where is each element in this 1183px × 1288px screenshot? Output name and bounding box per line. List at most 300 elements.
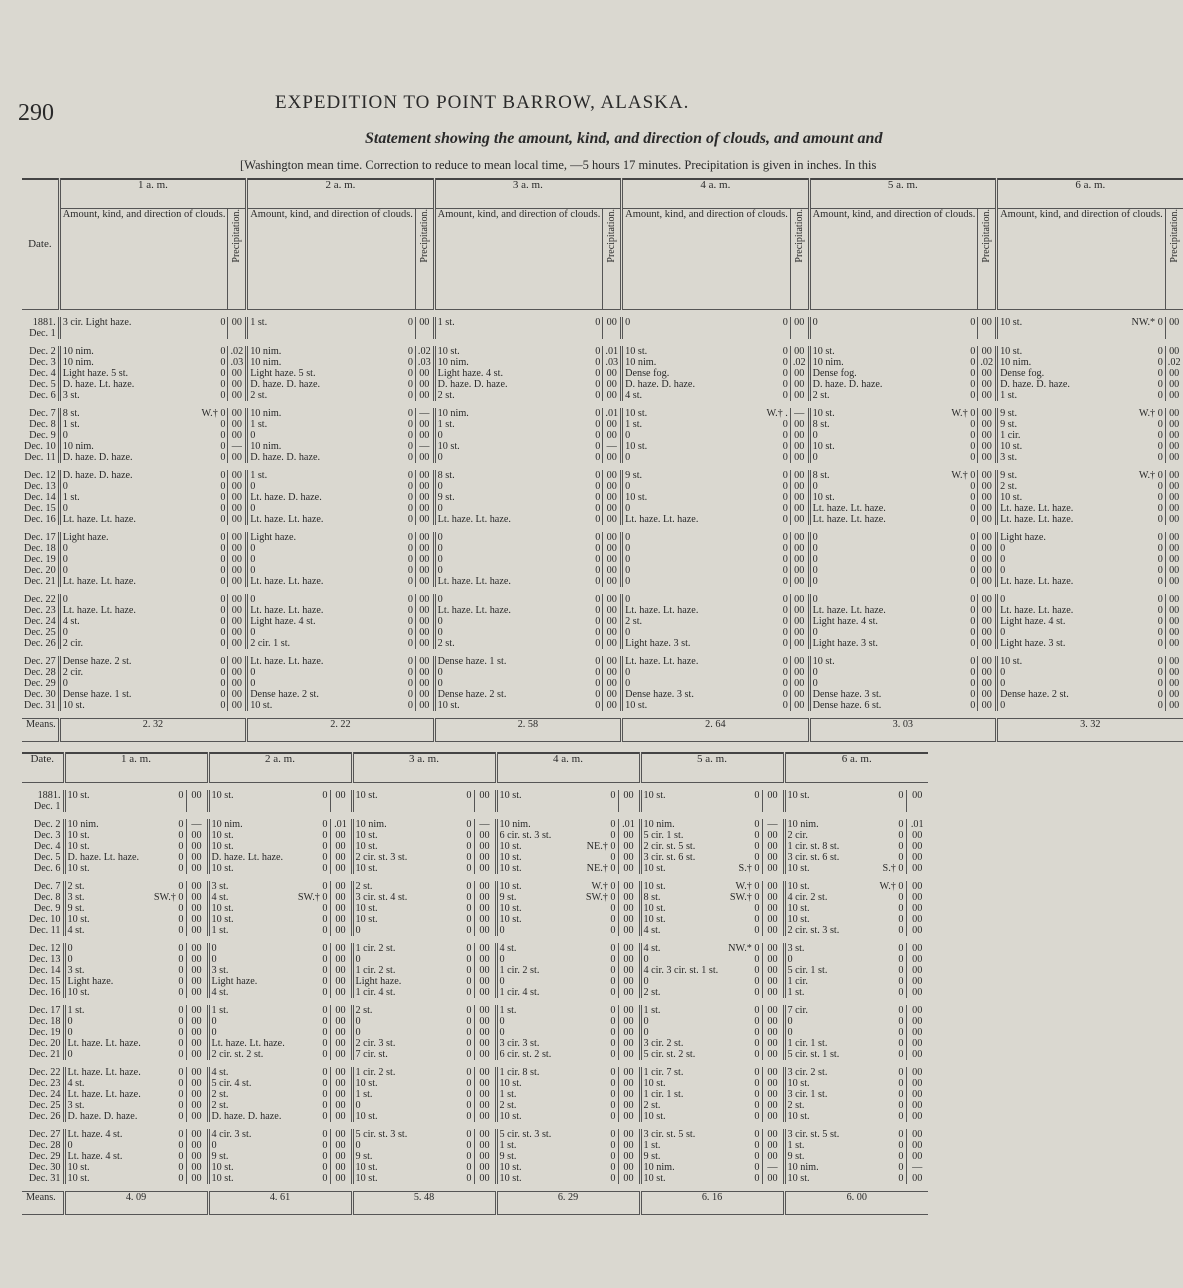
cloud-entry [438, 346, 601, 357]
cloud-amount: 0 [220, 430, 226, 441]
cloud-amount: 0 [1157, 605, 1163, 616]
cloud-text: 5 cir. st. 3 st. [499, 1129, 552, 1140]
cloud-text: 0 [787, 954, 793, 965]
cloud-cell [784, 925, 906, 936]
date-cell [22, 368, 59, 379]
precipitation-cell: 00 [906, 1067, 928, 1078]
cloud-text: 8 st. [812, 419, 830, 430]
cloud-amount: 0 [322, 790, 328, 801]
cloud-text: Lt. haze. Lt. haze. [250, 656, 324, 667]
precipitation-cell: 00 [415, 452, 434, 463]
cloud-amount: 0 [782, 452, 788, 463]
cloud-amount: 0 [407, 470, 413, 481]
cloud-entry [644, 914, 760, 925]
cloud-cell [247, 543, 416, 554]
precipitation-cell: 00 [603, 616, 622, 627]
cloud-amount: SW.† 0 [153, 892, 184, 903]
cloud-entry [438, 452, 601, 463]
cloud-text: 9 st. [437, 492, 455, 503]
cloud-entry [500, 830, 616, 841]
cloud-entry [356, 841, 472, 852]
cloud-amount: 0 [782, 390, 788, 401]
cloud-text: 0 [250, 430, 256, 441]
cloud-cell [434, 419, 603, 430]
date-cell [22, 1173, 64, 1184]
cloud-entry [68, 925, 184, 936]
precipitation-cell: 00 [415, 317, 434, 339]
precipitation-cell: 00 [415, 430, 434, 441]
precipitation-cell: 00 [790, 368, 809, 379]
table-row [22, 1049, 928, 1060]
cloud-amount: 0 [1157, 627, 1163, 638]
precipitation-cell: 00 [762, 903, 784, 914]
cloud-amount: 0 [178, 976, 184, 987]
table-row [22, 532, 1183, 543]
cloud-cell [640, 1151, 762, 1162]
cloud-entry [438, 532, 601, 543]
cloud-text: 3 cir. st. 5 st. [643, 1129, 696, 1140]
table-row [22, 987, 928, 998]
precipitation-cell: 00 [618, 1049, 640, 1060]
cloud-cell [59, 441, 228, 452]
cloud-cell [496, 914, 618, 925]
cloud-text: Lt. haze. D. haze. [250, 492, 322, 503]
cloud-entry [438, 656, 601, 667]
precipitation-cell: 00 [603, 656, 622, 667]
cloud-entry [356, 1078, 472, 1089]
cloud-amount: 0 [407, 605, 413, 616]
cloud-cell [809, 565, 978, 576]
precipitation-cell: 00 [762, 925, 784, 936]
cloud-cell [809, 408, 978, 419]
cloud-cell [622, 379, 791, 390]
table-row [22, 481, 1183, 492]
cloud-entry [644, 1016, 760, 1027]
cloud-cell [997, 503, 1166, 514]
cloud-entry [63, 689, 226, 700]
cloud-amount: 0 [595, 689, 601, 700]
table-row [22, 892, 928, 903]
hour-header: 1 a. m. [64, 753, 208, 783]
cloud-cell [809, 594, 978, 605]
precipitation-cell: 00 [415, 667, 434, 678]
cloud-text: D. haze. D. haze. [1000, 379, 1070, 390]
precipitation-cell: 00 [762, 965, 784, 976]
table-row [22, 689, 1183, 700]
precipitation-cell: 00 [186, 987, 208, 998]
precipitation-cell: 00 [603, 368, 622, 379]
cloud-amount: 0 [322, 830, 328, 841]
cloud-text: 10 nim. [211, 819, 243, 830]
cloud-amount: 0 [898, 976, 904, 987]
cloud-entry [644, 1089, 760, 1100]
table-row [22, 667, 1183, 678]
cloud-cell [496, 943, 618, 954]
cloud-amount: 0 [220, 627, 226, 638]
table-row [22, 1089, 928, 1100]
cloud-amount: 0 [407, 346, 413, 357]
cloud-text: 1 cir. 4 st. [499, 987, 540, 998]
cloud-cell [622, 419, 791, 430]
precipitation-cell: 00 [330, 976, 352, 987]
cloud-text: Lt. haze. Lt. haze. [1000, 605, 1074, 616]
cloud-text: 0 [250, 565, 256, 576]
precipitation-cell: 00 [762, 1078, 784, 1089]
precipitation-cell: 00 [978, 390, 997, 401]
precipitation-cell: 00 [618, 852, 640, 863]
cloud-text: 2 st. [812, 390, 830, 401]
precipitation-cell: 00 [474, 1173, 496, 1184]
cloud-amount: 0 [610, 830, 616, 841]
cloud-entry [63, 346, 226, 357]
date-cell [22, 1100, 64, 1111]
cloud-text: 10 nim. [643, 1162, 675, 1173]
cloud-text: 4 st. [67, 1078, 85, 1089]
cloud-entry [438, 441, 601, 452]
cloud-amount: 0 [782, 543, 788, 554]
cloud-text: Dense haze. 2 st. [250, 689, 319, 700]
cloud-cell [208, 914, 330, 925]
cloud-amount: 0 [595, 667, 601, 678]
cloud-cell [59, 514, 228, 525]
table-row [22, 470, 1183, 481]
cloud-amount: 0 [898, 892, 904, 903]
cloud-entry [68, 1111, 184, 1122]
cloud-text: 0 [437, 543, 443, 554]
cloud-text: 4 st. [625, 390, 643, 401]
cloud-text: 10 st. [812, 656, 835, 667]
table-row [22, 863, 928, 874]
cloud-entry [212, 1100, 328, 1111]
cloud-text: 0 [211, 954, 217, 965]
precipitation-column-header [978, 209, 997, 310]
cloud-entry [212, 841, 328, 852]
cloud-entry [788, 903, 904, 914]
cloud-amount: 0 [466, 892, 472, 903]
cloud-amount: 0 [220, 357, 226, 368]
cloud-cell [208, 852, 330, 863]
cloud-text: 9 st. [355, 1151, 373, 1162]
cloud-entry [356, 1173, 472, 1184]
cloud-entry [500, 852, 616, 863]
cloud-amount: 0 [1157, 576, 1163, 587]
cloud-cell [640, 914, 762, 925]
date-line: Dec. 8 [29, 419, 56, 430]
precipitation-cell: 00 [618, 976, 640, 987]
cloud-cell [622, 638, 791, 649]
precipitation-cell: 00 [474, 1067, 496, 1078]
cloud-cell [208, 1100, 330, 1111]
precipitation-cell: 00 [1165, 441, 1182, 452]
cloud-amount: W.† 0 [1138, 408, 1163, 419]
cloud-entry [250, 565, 413, 576]
cloud-text: 0 [812, 627, 818, 638]
cloud-cell [208, 1162, 330, 1173]
date-line: Dec. 27 [24, 656, 56, 667]
cloud-cell [352, 1027, 474, 1038]
cloud-amount: 0 [782, 317, 788, 328]
cloud-entry [212, 1129, 328, 1140]
cloud-text: 2 st. [67, 881, 85, 892]
cloud-cell [64, 1162, 186, 1173]
date-line: Dec. 3 [29, 357, 56, 368]
cloud-entry [813, 514, 976, 525]
precipitation-cell: 00 [762, 1111, 784, 1122]
cloud-text: 4 cir. 3 st. [211, 1129, 252, 1140]
cloud-text: 10 st. [355, 1173, 378, 1184]
precipitation-cell: 00 [474, 1089, 496, 1100]
cloud-amount: 0 [220, 379, 226, 390]
cloud-text: 0 [437, 532, 443, 543]
cloud-text: 0 [355, 1100, 361, 1111]
cloud-entry [68, 1005, 184, 1016]
cloud-amount: 0 [970, 667, 976, 678]
cloud-cell [59, 481, 228, 492]
cloud-cell [64, 1173, 186, 1184]
cloud-cell [208, 987, 330, 998]
cloud-text: Lt. haze. Lt. haze. [812, 503, 886, 514]
spacer [22, 783, 928, 791]
cloud-entry [788, 881, 904, 892]
cloud-amount: 0 [178, 1038, 184, 1049]
table-row [22, 452, 1183, 463]
cloud-amount: 0 [466, 819, 472, 830]
precipitation-cell: 00 [978, 700, 997, 711]
cloud-amount: 0 [466, 1005, 472, 1016]
cloud-cell [640, 841, 762, 852]
cloud-cell [59, 543, 228, 554]
cloud-text: 10 st. [211, 1173, 234, 1184]
precipitation-cell: 00 [474, 1140, 496, 1151]
table-row [22, 1005, 928, 1016]
precipitation-cell: 00 [1165, 565, 1182, 576]
cloud-entry [68, 863, 184, 874]
cloud-amount: 0 [466, 1089, 472, 1100]
cloud-text: 4 st. [499, 943, 517, 954]
cloud-amount: 0 [754, 1100, 760, 1111]
cloud-cell [64, 841, 186, 852]
precipitation-cell: 00 [790, 576, 809, 587]
cloud-amount: 0 [782, 379, 788, 390]
cloud-entry [212, 1111, 328, 1122]
precipitation-cell: — [474, 819, 496, 830]
cloud-text: Lt. haze. 4 st. [67, 1151, 123, 1162]
cloud-amount: 0 [610, 819, 616, 830]
cloud-entry [63, 514, 226, 525]
date-cell [22, 903, 64, 914]
cloud-amount: 0 [1157, 430, 1163, 441]
precipitation-cell: 00 [978, 576, 997, 587]
precipitation-cell: 00 [790, 430, 809, 441]
cloud-entry [788, 863, 904, 874]
date-cell [22, 852, 64, 863]
cloud-amount: 0 [322, 881, 328, 892]
precipitation-cell: 00 [978, 594, 997, 605]
cloud-text: 2 cir. [62, 667, 84, 678]
cloud-amount: 0 [898, 1100, 904, 1111]
cloud-text: 10 st. [211, 1162, 234, 1173]
cloud-cell [59, 689, 228, 700]
cloud-cell [640, 830, 762, 841]
precipitation-cell: 00 [474, 863, 496, 874]
cloud-entry [250, 554, 413, 565]
precipitation-cell: 00 [228, 656, 247, 667]
cloud-text: 2 st. [643, 1100, 661, 1111]
cloud-cell [434, 638, 603, 649]
cloud-cell [496, 1016, 618, 1027]
cloud-entry [438, 430, 601, 441]
cloud-text: 10 st. [62, 700, 85, 711]
cloud-text: Lt. haze. Lt. haze. [1000, 514, 1074, 525]
cloud-entry [438, 576, 601, 587]
precipitation-cell: 00 [474, 790, 496, 812]
cloud-entry [625, 514, 788, 525]
cloud-text: Lt. haze. Lt. haze. [250, 605, 324, 616]
cloud-entry [212, 1027, 328, 1038]
cloud-text: Lt. haze. Lt. haze. [625, 656, 699, 667]
cloud-amount: 0 [782, 689, 788, 700]
cloud-text: 1 cir. [787, 976, 808, 987]
date-cell [22, 627, 59, 638]
cloud-cell [64, 976, 186, 987]
cloud-text: 10 nim. [1000, 357, 1032, 368]
cloud-text: 10 st. [643, 881, 666, 892]
cloud-amount: 0 [782, 616, 788, 627]
cloud-entry [212, 790, 328, 801]
cloud-amount: 0 [178, 1016, 184, 1027]
cloud-amount: 0 [898, 819, 904, 830]
precipitation-cell: 00 [603, 452, 622, 463]
cloud-cell [997, 346, 1166, 357]
cloud-cell [809, 638, 978, 649]
cloud-amount: 0 [1157, 638, 1163, 649]
date-line: Dec. 9 [29, 430, 56, 441]
precipitation-cell: 00 [330, 925, 352, 936]
cloud-text: 8 st. [643, 892, 661, 903]
precipitation-cell: 00 [330, 1111, 352, 1122]
cloud-cell [640, 881, 762, 892]
cloud-text: 10 st. [211, 790, 234, 801]
cloud-cell [496, 976, 618, 987]
cloud-amount: 0 [970, 532, 976, 543]
precipitation-cell: 00 [228, 565, 247, 576]
cloud-text: 10 st. [625, 346, 648, 357]
cloud-cell [997, 357, 1166, 368]
cloud-text: 4 st. [643, 943, 661, 954]
precipitation-cell: 00 [762, 1038, 784, 1049]
cloud-text: D. haze. D. haze. [67, 1111, 138, 1122]
means-value: 6. 00 [784, 1192, 928, 1215]
cloud-entry [1000, 514, 1163, 525]
cloud-amount: 0 [610, 976, 616, 987]
cloud-text: 10 nim. [250, 357, 282, 368]
cloud-cell [64, 892, 186, 903]
cloud-entry [250, 638, 413, 649]
precipitation-cell: 00 [603, 689, 622, 700]
cloud-text: 0 [211, 1140, 217, 1151]
date-cell [22, 1078, 64, 1089]
cloud-text: D. haze. D. haze. [812, 379, 883, 390]
date-cell [22, 881, 64, 892]
cloud-text: 1 st. [211, 925, 229, 936]
cloud-text: 0 [437, 503, 443, 514]
table-row [22, 430, 1183, 441]
table-row [22, 954, 928, 965]
cloud-cell [622, 452, 791, 463]
cloud-cell [622, 514, 791, 525]
cloud-cell [784, 1100, 906, 1111]
cloud-amount: 0 [220, 492, 226, 503]
cloud-cell [784, 1140, 906, 1151]
precipitation-cell: 00 [906, 1038, 928, 1049]
cloud-cell [247, 390, 416, 401]
cloud-amount: 0 [466, 852, 472, 863]
cloud-text: Light haze. [250, 532, 297, 543]
cloud-text: 10 st. [643, 1111, 666, 1122]
cloud-cell [247, 357, 416, 368]
cloud-entry [356, 1111, 472, 1122]
cloud-cell [809, 627, 978, 638]
cloud-entry [644, 1038, 760, 1049]
date-line: Dec. 10 [28, 914, 61, 925]
cloud-cell [352, 1140, 474, 1151]
precipitation-cell: 00 [186, 1005, 208, 1016]
cloud-cell [784, 1016, 906, 1027]
cloud-amount: 0 [1157, 503, 1163, 514]
precipitation-cell: 00 [186, 1111, 208, 1122]
cloud-text: D. haze. Lt. haze. [211, 852, 284, 863]
cloud-cell [352, 1038, 474, 1049]
cloud-text: D. haze. D. haze. [211, 1111, 282, 1122]
cloud-entry [1000, 565, 1163, 576]
cloud-entry [63, 357, 226, 368]
cloud-entry [788, 1111, 904, 1122]
date-line: Dec. 7 [33, 881, 61, 892]
cloud-amount: 0 [898, 1173, 904, 1184]
cloud-cell [809, 605, 978, 616]
cloud-text: 0 [812, 317, 818, 328]
precipitation-cell: 00 [186, 863, 208, 874]
precipitation-cell: 00 [790, 565, 809, 576]
cloud-entry [68, 1049, 184, 1060]
cloud-amount: 0 [220, 678, 226, 689]
cloud-cell [496, 1038, 618, 1049]
cloud-entry [500, 863, 616, 874]
precipitation-cell: 00 [330, 1173, 352, 1184]
table-row [22, 1067, 928, 1078]
cloud-entry [438, 368, 601, 379]
cloud-amount: 0 [407, 678, 413, 689]
cloud-amount: 0 [322, 852, 328, 863]
precipitation-cell: 00 [228, 667, 247, 678]
precipitation-cell: 00 [762, 1049, 784, 1060]
cloud-amount: 0 [322, 1173, 328, 1184]
cloud-amount: 0 [466, 903, 472, 914]
precipitation-cell: .01 [906, 819, 928, 830]
cloud-entry [644, 1100, 760, 1111]
precipitation-cell: 00 [978, 346, 997, 357]
cloud-amount: 0 [898, 954, 904, 965]
cloud-text: 10 nim. [250, 346, 282, 357]
date-cell [22, 914, 64, 925]
cloud-entry [63, 700, 226, 711]
cloud-text: 0 [812, 430, 818, 441]
cloud-cell [208, 976, 330, 987]
cloud-amount: 0 [1157, 543, 1163, 554]
cloud-entry [625, 317, 788, 328]
cloud-cell [64, 881, 186, 892]
cloud-cell [997, 678, 1166, 689]
